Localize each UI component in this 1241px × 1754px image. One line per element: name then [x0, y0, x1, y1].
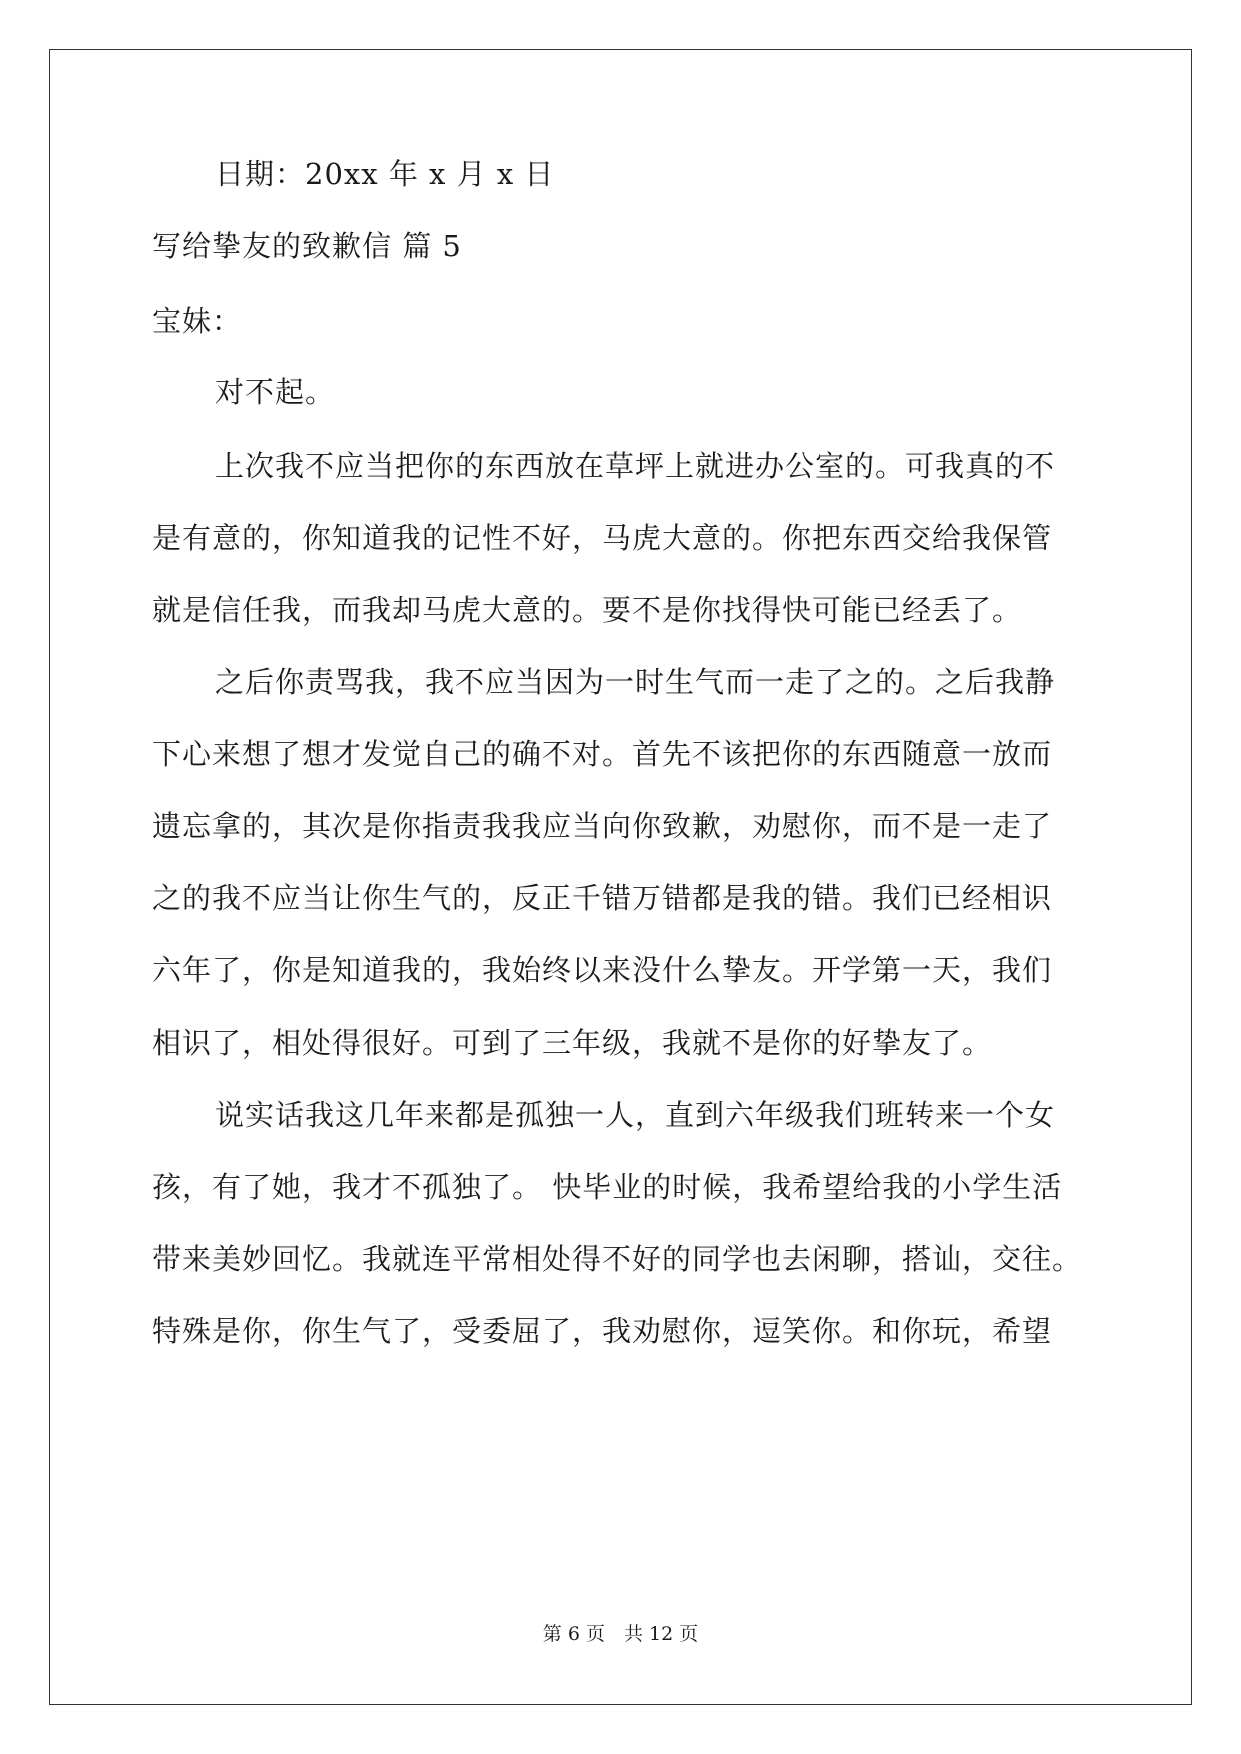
body-line: 就是信任我，而我却马虎大意的。要不是你找得快可能已经丢了。: [152, 593, 1023, 627]
body-line: 孩，有了她，我才不孤独了。 快毕业的时候，我希望给我的小学生活: [152, 1170, 1063, 1204]
body-line: 上次我不应当把你的东西放在草坪上就进办公室的。可我真的不: [215, 449, 1056, 483]
page-number: 第 6 页 共 12 页: [542, 1623, 699, 1645]
body-line: 下心来想了想才发觉自己的确不对。首先不该把你的东西随意一放而: [152, 737, 1053, 771]
body-line: 相识了，相处得很好。可到了三年级，我就不是你的好挚友了。: [152, 1026, 993, 1060]
body-line: 对不起。: [215, 375, 336, 409]
body-line: 六年了，你是知道我的，我始终以来没什么挚友。开学第一天，我们: [152, 953, 1053, 987]
date-line: 日期：20xx 年 x 月 x 日: [215, 157, 555, 191]
page-border: [49, 49, 1192, 1705]
body-line: 遗忘拿的，其次是你指责我我应当向你致歉，劝慰你，而不是一走了: [152, 809, 1053, 843]
letter-heading: 写给挚友的致歉信 篇 5: [152, 229, 462, 263]
body-line: 说实话我这几年来都是孤独一人，直到六年级我们班转来一个女: [215, 1098, 1056, 1132]
body-line: 特殊是你，你生气了，受委屈了，我劝慰你，逗笑你。和你玩，希望: [152, 1314, 1053, 1348]
salutation: 宝妹：: [152, 304, 243, 338]
body-line: 带来美妙回忆。我就连平常相处得不好的同学也去闲聊，搭讪，交往。: [152, 1242, 1083, 1276]
body-line: 是有意的，你知道我的记性不好，马虎大意的。你把东西交给我保管: [152, 521, 1053, 555]
body-line: 之的我不应当让你生气的，反正千错万错都是我的错。我们已经相识: [152, 881, 1053, 915]
body-line: 之后你责骂我，我不应当因为一时生气而一走了之的。之后我静: [215, 665, 1056, 699]
